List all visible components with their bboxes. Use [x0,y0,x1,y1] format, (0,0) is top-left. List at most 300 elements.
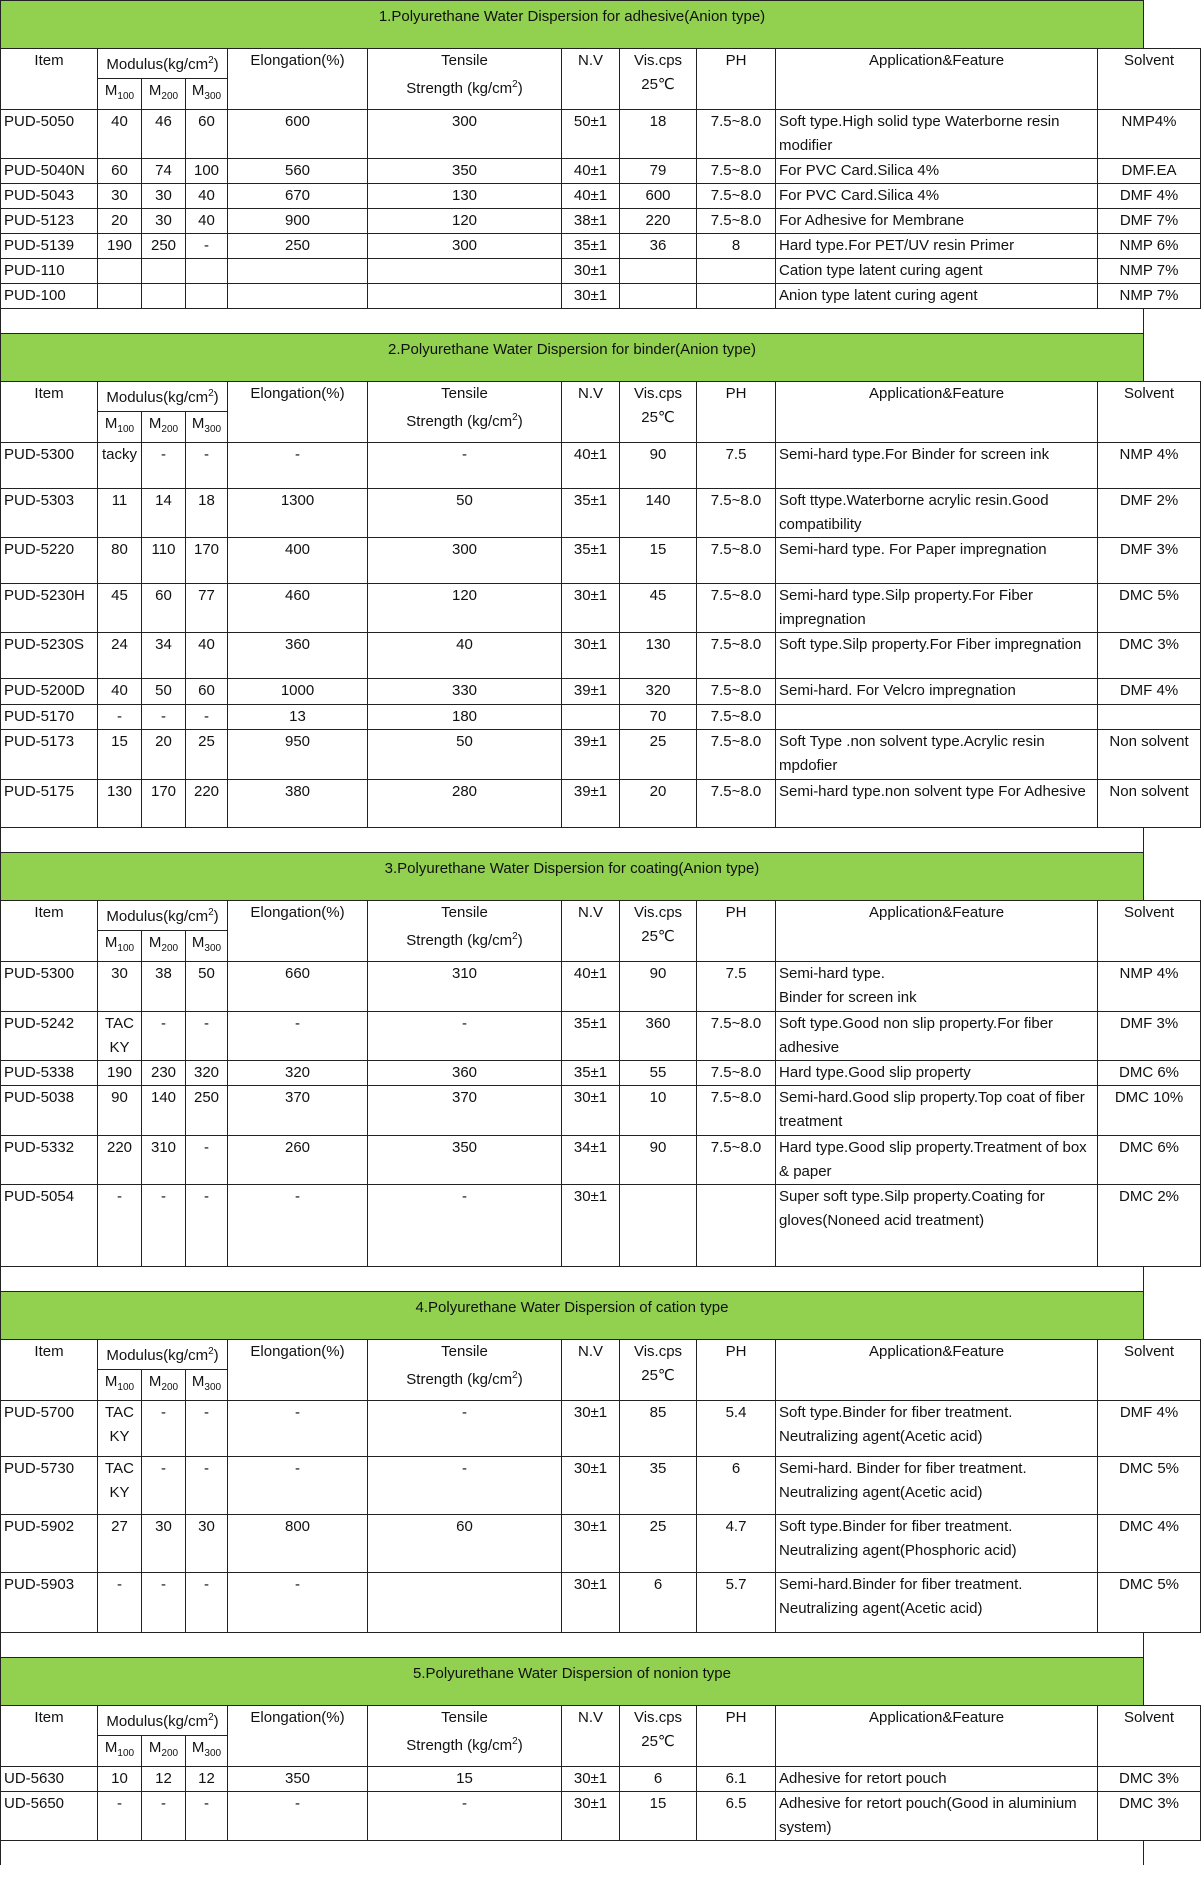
section-gap [0,828,1144,852]
cell-ph: 7.5~8.0 [697,1061,776,1086]
cell-ph: 7.5~8.0 [697,1086,776,1136]
cell-ph: 7.5~8.0 [697,730,776,780]
cell-m100: 40 [98,110,142,159]
cell-app: Soft type.Good non slip property.For fiber adhesive [776,1012,1098,1061]
table-row [1,705,1201,730]
cell-elong: 250 [228,234,368,259]
header-tensile [368,1340,562,1401]
cell-nv: 30±1 [562,1457,620,1515]
cell-vis: 140 [620,489,697,538]
cell-vis: 20 [620,780,697,828]
cell-elong [228,284,368,309]
cell-nv: 39±1 [562,679,620,705]
cell-vis: 35 [620,1457,697,1515]
cell-m200: 46 [142,110,186,159]
cell-elong: 360 [228,633,368,679]
cell-ph: 7.5~8.0 [697,705,776,730]
cell-m100: - [98,1573,142,1633]
cell-elong: 660 [228,962,368,1012]
cell-m300: 30 [186,1515,228,1573]
cell-tensile: 120 [368,209,562,234]
cell-m300: 60 [186,679,228,705]
cell-ph: 7.5~8.0 [697,489,776,538]
cell-m200: 30 [142,1515,186,1573]
table-row [1,1767,1201,1792]
cell-elong: 260 [228,1136,368,1185]
cell-solvent: NMP4% [1098,110,1201,159]
cell-vis: 130 [620,633,697,679]
cell-vis: 15 [620,538,697,584]
cell-m100: 190 [98,234,142,259]
header-solvent: Solvent [1098,49,1201,110]
cell-nv: 30±1 [562,284,620,309]
table-row [1,1061,1201,1086]
header-vis [620,49,697,110]
cell-m300: 320 [186,1061,228,1086]
header-modulus-label: $Modulus(kg/cm^2)$ [106,907,219,925]
cell-ph [697,1185,776,1267]
cell-item: UD-5630 [1,1767,98,1792]
cell-nv: 38±1 [562,209,620,234]
header-vis-line2: 25℃ [641,1367,675,1384]
section-title: 5.Polyurethane Water Dispersion of nonion type [0,1657,1144,1705]
cell-nv: 40±1 [562,443,620,489]
header-tensile [368,1706,562,1767]
cell-elong: - [228,1401,368,1457]
cell-item: PUD-5902 [1,1515,98,1573]
header-tensile-line1: Tensile [441,52,488,69]
header-modulus [98,1706,228,1736]
header-tensile-line1: Tensile [441,1709,488,1726]
cell-m200: - [142,1457,186,1515]
cell-m100: 40 [98,679,142,705]
cell-app: Soft ttype.Waterborne acrylic resin.Good compatibility [776,489,1098,538]
cell-m100: 20 [98,209,142,234]
section-gap [0,1633,1144,1657]
header-m300: $M_{300}$ [186,931,228,962]
cell-solvent: NMP 4% [1098,962,1201,1012]
table-row [1,209,1201,234]
cell-app: Cation type latent curing agent [776,259,1098,284]
cell-ph: 4.7 [697,1515,776,1573]
cell-ph: 7.5~8.0 [697,633,776,679]
header-m200: $M_{200}$ [142,79,186,110]
cell-app: Soft type.High solid type Waterborne resin modifier [776,110,1098,159]
header-ph: PH [697,901,776,962]
cell-m300: 18 [186,489,228,538]
header-m300: $M_{300}$ [186,1370,228,1401]
header-modulus [98,49,228,79]
cell-tensile: - [368,1012,562,1061]
header-item: Item [1,49,98,110]
cell-nv: 30±1 [562,633,620,679]
cell-app: Semi-hard. Binder for fiber treatment. Neutralizing agent(Acetic acid) [776,1457,1098,1515]
cell-m300: 40 [186,209,228,234]
cell-m100: 11 [98,489,142,538]
header-tensile [368,49,562,110]
header-application: Application&Feature [776,901,1098,962]
cell-item: PUD-5220 [1,538,98,584]
header-vis [620,1706,697,1767]
header-m100: $M_{100}$ [98,1736,142,1767]
cell-m200: 74 [142,159,186,184]
cell-m200: 14 [142,489,186,538]
cell-m200: - [142,1792,186,1841]
table-row [1,1136,1201,1185]
cell-item: PUD-5200D [1,679,98,705]
header-elongation: Elongation(%) [228,1706,368,1767]
cell-nv: 35±1 [562,1012,620,1061]
table-row [1,1401,1201,1457]
cell-elong: 670 [228,184,368,209]
header-elongation: Elongation(%) [228,901,368,962]
cell-m300: 77 [186,584,228,633]
cell-m100: 130 [98,780,142,828]
cell-tensile [368,259,562,284]
cell-nv: 30±1 [562,1515,620,1573]
cell-ph: 7.5~8.0 [697,584,776,633]
cell-tensile: - [368,1792,562,1841]
header-vis-line1: Vis.cps [633,385,683,402]
cell-m200: 170 [142,780,186,828]
table-row [1,1457,1201,1515]
header-application: Application&Feature [776,49,1098,110]
cell-m200: 50 [142,679,186,705]
cell-elong: 380 [228,780,368,828]
header-modulus-label: $Modulus(kg/cm^2)$ [106,1346,219,1364]
cell-ph: 8 [697,234,776,259]
cell-app: Hard type.Good slip property.Treatment of box & paper [776,1136,1098,1185]
cell-elong: - [228,1012,368,1061]
cell-elong [228,259,368,284]
cell-item: PUD-5332 [1,1136,98,1185]
cell-vis: 85 [620,1401,697,1457]
cell-solvent: DMC 4% [1098,1515,1201,1573]
header-m100: $M_{100}$ [98,412,142,443]
cell-m200: 30 [142,184,186,209]
cell-item: PUD-5300 [1,443,98,489]
header-row [1,49,1201,79]
cell-solvent: DMF 3% [1098,538,1201,584]
cell-ph: 7.5~8.0 [697,159,776,184]
section-gap [0,309,1144,333]
cell-nv: 40±1 [562,159,620,184]
cell-m200: 230 [142,1061,186,1086]
header-nv: N.V [562,1340,620,1401]
header-modulus-label: $Modulus(kg/cm^2)$ [106,1712,219,1730]
cell-item: PUD-5303 [1,489,98,538]
cell-solvent: DMC 6% [1098,1136,1201,1185]
header-ph: PH [697,1340,776,1401]
cell-m100: 90 [98,1086,142,1136]
cell-tensile: 60 [368,1515,562,1573]
cell-m300: - [186,705,228,730]
header-row [1,901,1201,931]
cell-item: PUD-110 [1,259,98,284]
header-vis-line2: 25℃ [641,928,675,945]
table-row [1,443,1201,489]
cell-solvent [1098,705,1201,730]
cell-nv: 50±1 [562,110,620,159]
header-m300: $M_{300}$ [186,412,228,443]
header-elongation: Elongation(%) [228,49,368,110]
section-gap [0,1267,1144,1291]
cell-tensile: 40 [368,633,562,679]
cell-m300 [186,259,228,284]
section-title: 4.Polyurethane Water Dispersion of cation type [0,1291,1144,1339]
cell-m300: 40 [186,184,228,209]
spec-table [0,1339,1201,1633]
section-title: 2.Polyurethane Water Dispersion for binder(Anion type) [0,333,1144,381]
cell-m200: 110 [142,538,186,584]
cell-m300: - [186,1401,228,1457]
header-tensile-line2: Strength $(kg/cm^2)$ [406,79,523,97]
cell-ph: 5.7 [697,1573,776,1633]
header-tensile-line2: Strength $(kg/cm^2)$ [406,412,523,430]
cell-m100: 24 [98,633,142,679]
header-nv: N.V [562,382,620,443]
cell-vis [620,1185,697,1267]
cell-item: PUD-5170 [1,705,98,730]
cell-solvent: DMC 5% [1098,584,1201,633]
cell-m100: 80 [98,538,142,584]
cell-m300: 60 [186,110,228,159]
cell-m200: 60 [142,584,186,633]
cell-elong: 370 [228,1086,368,1136]
cell-elong: 1300 [228,489,368,538]
cell-m100: - [98,1185,142,1267]
header-row [1,1340,1201,1370]
table-row [1,962,1201,1012]
cell-ph [697,259,776,284]
header-m100: $M_{100}$ [98,1370,142,1401]
cell-solvent: DMF 4% [1098,1401,1201,1457]
cell-ph: 5.4 [697,1401,776,1457]
cell-m100: - [98,1792,142,1841]
table-row [1,234,1201,259]
cell-vis [620,284,697,309]
cell-solvent: NMP 6% [1098,234,1201,259]
cell-nv: 30±1 [562,1185,620,1267]
header-tensile-line1: Tensile [441,385,488,402]
cell-nv: 40±1 [562,184,620,209]
cell-vis: 90 [620,1136,697,1185]
cell-item: PUD-5139 [1,234,98,259]
header-row [1,1706,1201,1736]
cell-solvent: DMC 5% [1098,1573,1201,1633]
table-row [1,1515,1201,1573]
header-item: Item [1,382,98,443]
spec-table [0,1705,1201,1841]
cell-solvent: Non solvent [1098,780,1201,828]
cell-elong: 600 [228,110,368,159]
cell-elong: 950 [228,730,368,780]
cell-vis: 79 [620,159,697,184]
cell-vis: 70 [620,705,697,730]
cell-vis [620,259,697,284]
cell-m300: - [186,234,228,259]
cell-vis: 18 [620,110,697,159]
table-row [1,159,1201,184]
header-m200: $M_{200}$ [142,931,186,962]
cell-vis: 600 [620,184,697,209]
cell-m200: - [142,1012,186,1061]
header-application: Application&Feature [776,1706,1098,1767]
cell-vis: 10 [620,1086,697,1136]
cell-m200: 140 [142,1086,186,1136]
cell-elong: - [228,443,368,489]
cell-elong: 320 [228,1061,368,1086]
cell-app: Adhesive for retort pouch [776,1767,1098,1792]
cell-m300: - [186,1792,228,1841]
cell-m100: tacky [98,443,142,489]
table-row [1,1086,1201,1136]
cell-nv: 35±1 [562,489,620,538]
cell-ph: 6.1 [697,1767,776,1792]
header-item: Item [1,1706,98,1767]
cell-m200: - [142,705,186,730]
cell-elong: 900 [228,209,368,234]
cell-solvent: DMC 3% [1098,1767,1201,1792]
header-ph: PH [697,1706,776,1767]
cell-nv: 39±1 [562,780,620,828]
header-elongation: Elongation(%) [228,1340,368,1401]
header-tensile [368,382,562,443]
cell-nv: 35±1 [562,1061,620,1086]
cell-tensile [368,1573,562,1633]
cell-m100: 27 [98,1515,142,1573]
cell-m200 [142,284,186,309]
header-modulus [98,1340,228,1370]
cell-item: PUD-5043 [1,184,98,209]
cell-m300: - [186,1457,228,1515]
cell-m300: - [186,443,228,489]
cell-item: PUD-5123 [1,209,98,234]
cell-app: Semi-hard type.Silp property.For Fiber impregnation [776,584,1098,633]
cell-nv: 40±1 [562,962,620,1012]
cell-tensile: 350 [368,159,562,184]
cell-tensile: 350 [368,1136,562,1185]
header-tensile-line1: Tensile [441,1343,488,1360]
cell-item: PUD-5338 [1,1061,98,1086]
cell-item: PUD-5040N [1,159,98,184]
cell-tensile: - [368,1401,562,1457]
cell-tensile: 330 [368,679,562,705]
cell-app: For PVC Card.Silica 4% [776,184,1098,209]
header-m200: $M_{200}$ [142,1370,186,1401]
header-modulus [98,901,228,931]
table-row [1,110,1201,159]
cell-ph [697,284,776,309]
table-row [1,1573,1201,1633]
cell-ph: 6 [697,1457,776,1515]
cell-m300: - [186,1185,228,1267]
cell-item: PUD-5230H [1,584,98,633]
table-row [1,633,1201,679]
cell-vis: 45 [620,584,697,633]
cell-elong: 460 [228,584,368,633]
cell-item: PUD-5300 [1,962,98,1012]
cell-solvent: DMC 10% [1098,1086,1201,1136]
header-solvent: Solvent [1098,382,1201,443]
header-vis [620,382,697,443]
cell-m200: 38 [142,962,186,1012]
cell-tensile: 280 [368,780,562,828]
table-row [1,1185,1201,1267]
cell-m300: - [186,1012,228,1061]
section-title: 3.Polyurethane Water Dispersion for coating(Anion type) [0,852,1144,900]
cell-tensile: - [368,443,562,489]
cell-m200: 34 [142,633,186,679]
cell-solvent: NMP 4% [1098,443,1201,489]
header-m200: $M_{200}$ [142,1736,186,1767]
header-solvent: Solvent [1098,1340,1201,1401]
cell-ph: 7.5~8.0 [697,679,776,705]
cell-vis: 220 [620,209,697,234]
cell-app: Hard type.Good slip property [776,1061,1098,1086]
spec-table [0,48,1201,309]
cell-vis: 6 [620,1767,697,1792]
cell-elong: 350 [228,1767,368,1792]
cell-tensile: 370 [368,1086,562,1136]
cell-ph: 7.5~8.0 [697,209,776,234]
header-tensile-line2: Strength $(kg/cm^2)$ [406,1736,523,1754]
cell-m200: - [142,1185,186,1267]
cell-solvent: DMC 2% [1098,1185,1201,1267]
table-row [1,1792,1201,1841]
cell-m200 [142,259,186,284]
cell-tensile [368,284,562,309]
cell-elong: - [228,1185,368,1267]
cell-tensile: 300 [368,538,562,584]
cell-elong: 400 [228,538,368,584]
header-elongation: Elongation(%) [228,382,368,443]
cell-solvent: DMC 3% [1098,1792,1201,1841]
cell-vis: 90 [620,443,697,489]
table-row [1,489,1201,538]
cell-nv: 30±1 [562,584,620,633]
cell-item: PUD-5903 [1,1573,98,1633]
header-solvent: Solvent [1098,1706,1201,1767]
cell-vis: 6 [620,1573,697,1633]
cell-item: PUD-5054 [1,1185,98,1267]
header-application: Application&Feature [776,382,1098,443]
cell-vis: 15 [620,1792,697,1841]
cell-m300 [186,284,228,309]
cell-ph: 7.5 [697,962,776,1012]
cell-m200: - [142,1401,186,1457]
table-row [1,780,1201,828]
header-m100: $M_{100}$ [98,79,142,110]
table-row [1,184,1201,209]
cell-item: PUD-5173 [1,730,98,780]
cell-m100: TACKY [98,1401,142,1457]
cell-m100: 15 [98,730,142,780]
cell-tensile: 360 [368,1061,562,1086]
cell-elong: 1000 [228,679,368,705]
cell-app: Semi-hard. For Velcro impregnation [776,679,1098,705]
cell-vis: 55 [620,1061,697,1086]
cell-nv: 30±1 [562,259,620,284]
section-gap [0,1841,1144,1865]
cell-m300: 170 [186,538,228,584]
cell-m100: TACKY [98,1457,142,1515]
cell-m100: - [98,705,142,730]
header-vis-line2: 25℃ [641,409,675,426]
header-ph: PH [697,382,776,443]
header-vis-line1: Vis.cps [633,904,683,921]
cell-elong: - [228,1792,368,1841]
